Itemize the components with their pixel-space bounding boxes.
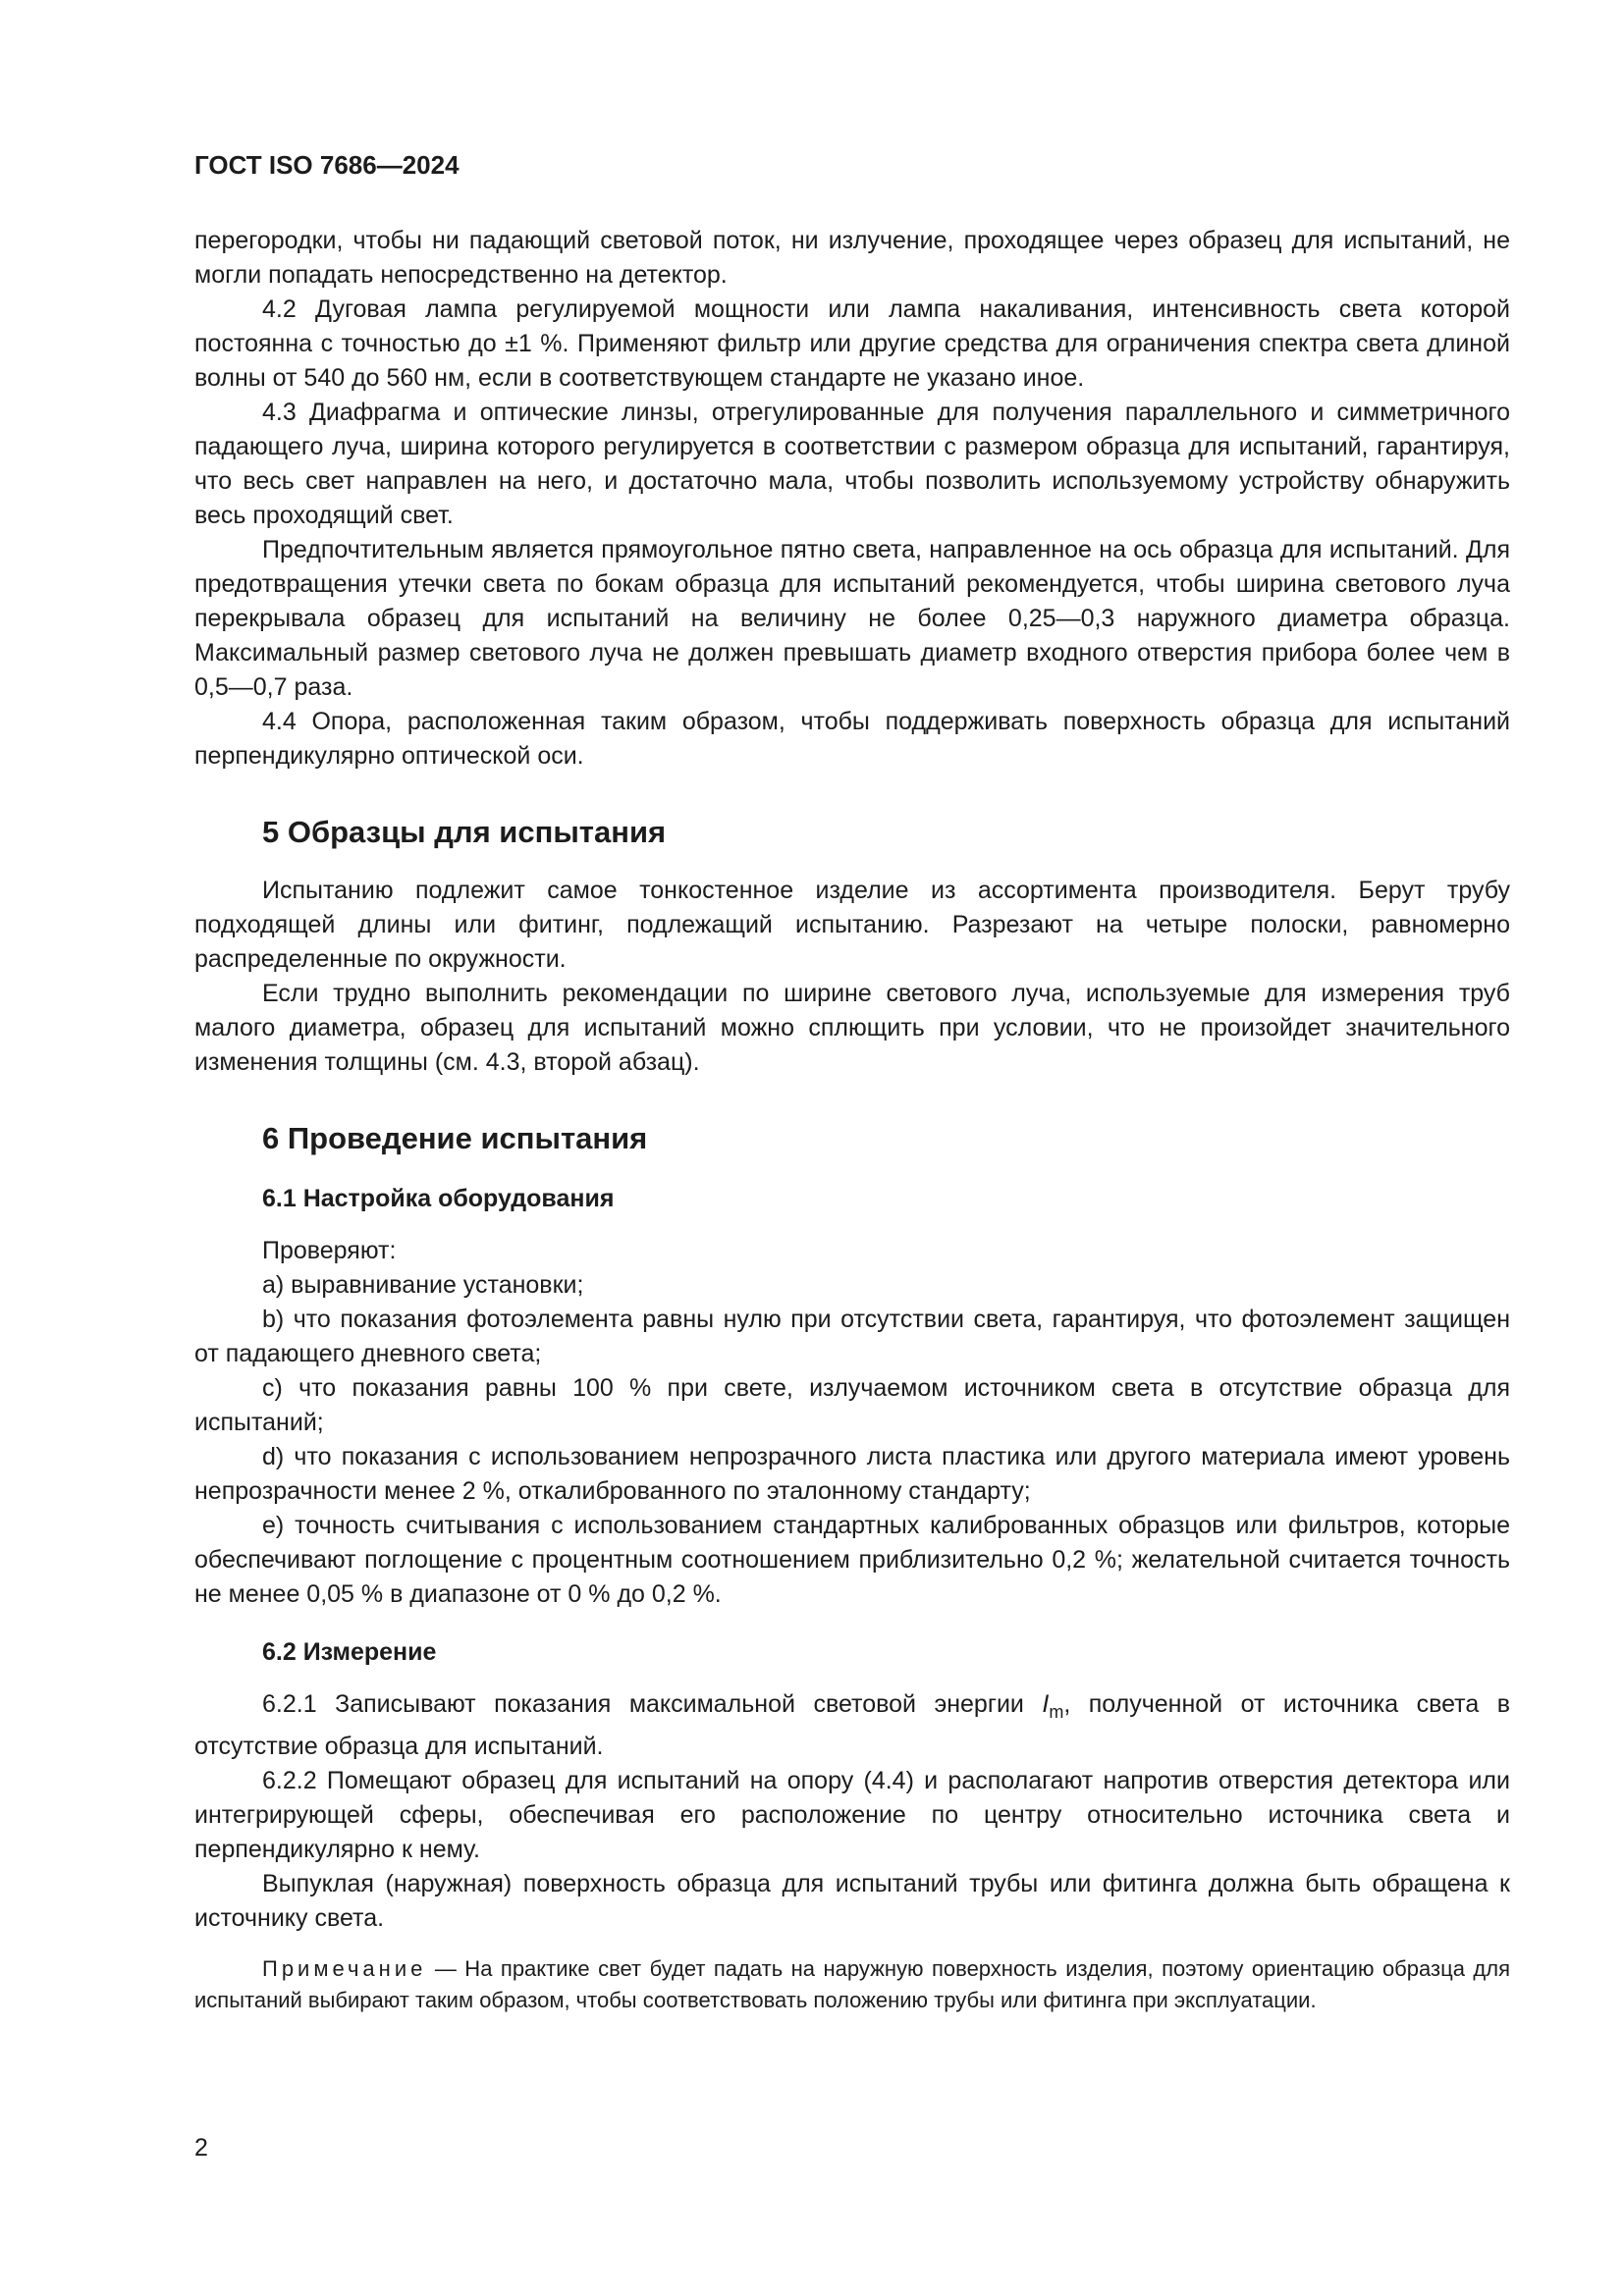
- list-item-6-1-b: b) что показания фотоэлемента равны нулю при отсутствии света, гарантируя, что фотоэлемент защищен от падающего дневного света;: [194, 1306, 1510, 1367]
- page-content: [194, 224, 1510, 2016]
- symbol-i: I: [1042, 1690, 1050, 1718]
- section-heading-6: 6 Проведение испытания: [262, 1121, 648, 1155]
- paragraph-4-2: 4.2 Дуговая лампа регулируемой мощности или лампа накаливания, интенсивность света которой постоянна с точностью до ±1 %. Применяют фильтр или другие средства для ограничения спектра света длиной волны от 540 до 560 нм, если в соответствующем стандарте не указано иное.: [194, 295, 1510, 392]
- paragraph-4-3: 4.3 Диафрагма и оптические линзы, отрегулированные для получения параллельного и симметричного падающего луча, ширина которого регулируется в соответствии с размером образца для испытаний, гарантируя, что весь свет направлен на него, и достаточно мала, чтобы позволить используемому устройству обнаружить весь проходящий свет.: [194, 399, 1510, 529]
- section-heading-5: 5 Образцы для испытания: [262, 815, 667, 849]
- list-item-6-1-a: a) выравнивание установки;: [262, 1271, 584, 1299]
- note-label: Примечание: [262, 1956, 427, 1981]
- paragraph-5-second: Если трудно выполнить рекомендации по ширине светового луча, используемые для измерения труб малого диаметра, образец для испытаний можно сплющить при условии, что не произойдет значительного изменения толщины (см. 4.3, второй абзац).: [194, 980, 1510, 1076]
- paragraph-6-1-intro: Проверяют:: [262, 1237, 397, 1264]
- page-number: 2: [194, 2134, 208, 2162]
- symbol-subscript-m: m: [1049, 1702, 1064, 1722]
- subsection-heading-6-2: 6.2 Измерение: [262, 1638, 437, 1666]
- paragraph-5-first: Испытанию подлежит самое тонкостенное изделие из ассортимента производителя. Берут трубу подходящей длины или фитинг, подлежащий испытанию. Разрезают на четыре полоски, равномерно распределенные по окружности.: [194, 877, 1510, 973]
- paragraph-continuation: перегородки, чтобы ни падающий световой поток, ни излучение, проходящее через образец для испытаний, не могли попадать непосредственно на детектор.: [194, 227, 1510, 289]
- paragraph-6-2-2: 6.2.2 Помещают образец для испытаний на опору (4.4) и располагают напротив отверстия детектора или интегрирующей сферы, обеспечивая его расположение по центру относительно источника света и перпендикулярно к нему.: [194, 1767, 1510, 1863]
- list-item-6-1-d: d) что показания с использованием непрозрачного листа пластика или другого материала имеют уровень непрозрачности менее 2 %, откалиброванного по эталонному стандарту;: [194, 1443, 1510, 1505]
- paragraph-6-2-2-second: Выпуклая (наружная) поверхность образца для испытаний трубы или фитинга должна быть обращена к источнику света.: [194, 1870, 1510, 1932]
- subsection-heading-6-1: 6.1 Настройка оборудования: [262, 1185, 615, 1212]
- paragraph-6-2-1-end: , полученной от источника света в отсутствие образца для испытаний.: [194, 1690, 1510, 1760]
- paragraph-4-4: 4.4 Опора, расположенная таким образом, чтобы поддерживать поверхность образца для испытаний перпендикулярно оптической оси.: [194, 708, 1510, 770]
- paragraph-6-2-1-start: 6.2.1 Записывают показания максимальной световой энергии: [262, 1690, 1043, 1718]
- note-text: — На практике свет будет падать на наружную поверхность изделия, поэтому ориентацию образца для испытаний выбирают таким образом, чтобы соответствовать положению трубы или фитинга при эксплуатации.: [194, 1956, 1510, 2012]
- paragraph-6-2-1: [194, 1687, 1510, 1764]
- note: [194, 1953, 1510, 2016]
- list-item-6-1-c: c) что показания равны 100 % при свете, излучаемом источником света в отсутствие образца для испытаний;: [194, 1374, 1510, 1436]
- list-item-6-1-e: e) точность считывания с использованием стандартных калиброванных образцов или фильтров, которые обеспечивают поглощение с процентным соотношением приблизительно 0,2 %; желательной считается точность не менее 0,05 % в диапазоне от 0 % до 0,2 %.: [194, 1512, 1510, 1608]
- running-header: ГОСТ ISO 7686—2024: [194, 150, 460, 180]
- paragraph-4-3-second: Предпочтительным является прямоугольное пятно света, направленное на ось образца для испытаний. Для предотвращения утечки света по бокам образца для испытаний рекомендуется, чтобы ширина светового луча перекрывала образец для испытаний на величину не более 0,25—0,3 наружного диаметра образца. Максимальный размер светового луча не должен превышать диаметр входного отверстия прибора более чем в 0,5—0,7 раза.: [194, 536, 1510, 701]
